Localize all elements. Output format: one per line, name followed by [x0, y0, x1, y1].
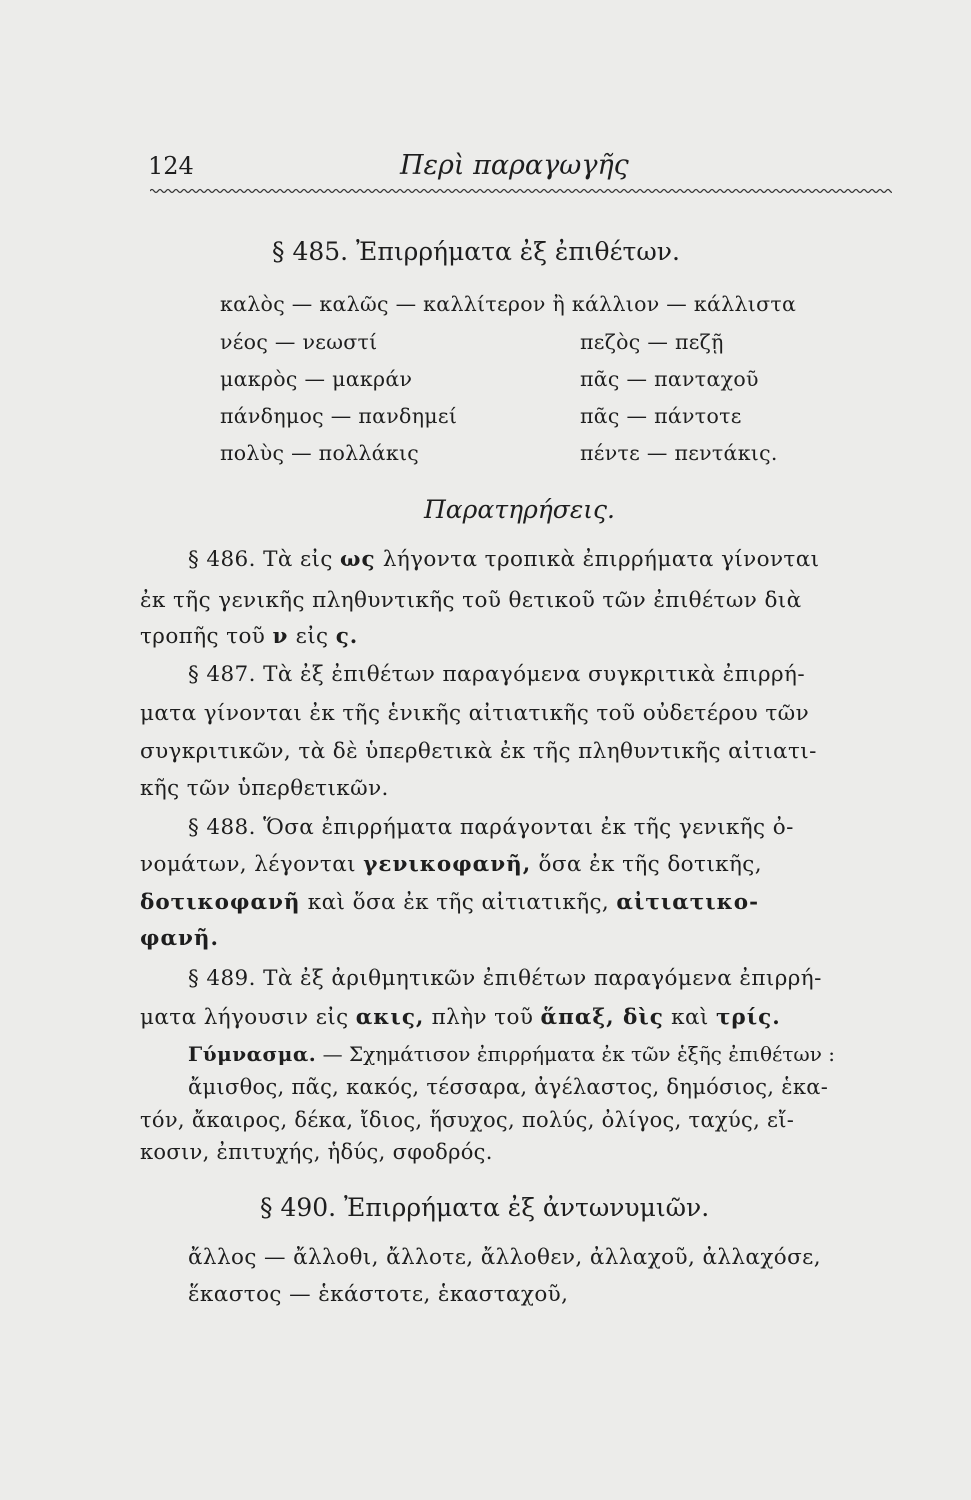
bold-term: τρίς. [715, 1005, 781, 1030]
pair-left-3: πάνδημος — πανδημεί [220, 404, 458, 428]
pair-line-kalos: καλὸς — καλῶς — καλλίτερον ἢ κάλλιον — κάλλιστα [220, 292, 797, 316]
bold-term: γενικοφανῆ, [363, 852, 532, 877]
section-490-heading: § 490. Ἐπιρρήματα ἐξ ἀντωνυμιῶν. [260, 1193, 710, 1222]
exercise-line-3: κοσιν, ἐπιτυχής, ἡδύς, σφοδρός. [140, 1140, 493, 1164]
text: πλὴν τοῦ [431, 1005, 534, 1030]
section-487-line-2: ματα γίνονται ἐκ τῆς ἑνικῆς αἰτιατικῆς τοῦ οὐδετέρου τῶν [140, 701, 810, 726]
running-title: Περὶ παραγωγῆς [400, 150, 629, 181]
page-number: 124 [148, 152, 194, 180]
section-490-line-1: ἄλλος — ἄλλοθι, ἄλλοτε, ἄλλοθεν, ἀλλαχοῦ, ἀλλαχόσε, [188, 1245, 821, 1270]
text: νομάτων, λέγονται [140, 852, 356, 877]
text: § 486. Τὰ εἰς [188, 547, 333, 572]
bold-ending: ως [340, 547, 376, 572]
bold-letter: ς. [335, 624, 359, 649]
section-490-line-2: ἕκαστος — ἑκάστοτε, ἑκασταχοῦ, [188, 1282, 569, 1307]
observations-title: Παρατηρήσεις. [424, 495, 615, 524]
exercise-heading [188, 1042, 835, 1066]
section-489-line-2 [140, 1005, 781, 1030]
pair-right-4: πέντε — πεντάκις. [580, 441, 778, 465]
section-487-line-4: κῆς τῶν ὑπερθετικῶν. [140, 776, 389, 801]
section-487-line-3: συγκριτικῶν, τὰ δὲ ὑπερθετικὰ ἐκ τῆς πληθυντικῆς αἰτιατι- [140, 739, 817, 764]
text: λήγοντα τροπικὰ ἐπιρρήματα γίνονται [382, 547, 820, 572]
pair-right-2: πᾶς — πανταχοῦ [580, 367, 759, 391]
bold-term: ἅπαξ, δὶς [540, 1005, 664, 1030]
section-489-line-1: § 489. Τὰ ἐξ ἀριθμητικῶν ἐπιθέτων παραγόμενα ἐπιρρή- [188, 966, 822, 991]
section-486-line-2: ἐκ τῆς γενικῆς πληθυντικῆς τοῦ θετικοῦ τῶν ἐπιθέτων διὰ [140, 588, 802, 613]
wavy-rule [150, 186, 892, 196]
section-488-line-2 [140, 852, 762, 877]
section-486-line-3 [140, 624, 358, 649]
section-488-line-1: § 488. Ὅσα ἐπιρρήματα παράγονται ἐκ τῆς γενικῆς ὀ- [188, 815, 794, 840]
bold-letter: ν [272, 624, 289, 649]
pair-left-1: νέος — νεωστί [220, 330, 378, 354]
text: ματα λήγουσιν εἰς [140, 1005, 349, 1030]
text: καὶ ὅσα ἐκ τῆς αἰτιατικῆς, [307, 890, 610, 915]
text: ὅσα ἐκ τῆς δοτικῆς, [538, 852, 762, 877]
pair-right-3: πᾶς — πάντοτε [580, 404, 742, 428]
bold-term: αἰτιατικο- [616, 890, 760, 915]
section-488-line-3 [140, 890, 759, 915]
section-488-line-4: φανῆ. [140, 926, 220, 951]
bold-term: ακις, [355, 1005, 425, 1030]
text: καὶ [671, 1005, 709, 1030]
section-487-line-1: § 487. Τὰ ἐξ ἐπιθέτων παραγόμενα συγκριτικὰ ἐπιρρή- [188, 662, 805, 687]
section-486-line-1 [188, 547, 819, 572]
text: τροπῆς τοῦ [140, 624, 266, 649]
text: εἰς [295, 624, 329, 649]
exercise-instruction: — Σχημάτισον ἐπιρρήματα ἐκ τῶν ἑξῆς ἐπιθέτων : [322, 1042, 835, 1066]
pair-right-1: πεζὸς — πεζῇ [580, 330, 724, 354]
pair-left-4: πολὺς — πολλάκις [220, 441, 420, 465]
bold-term: δοτικοφανῆ [140, 890, 301, 915]
section-485-heading: § 485. Ἐπιρρήματα ἐξ ἐπιθέτων. [272, 237, 680, 266]
pair-left-2: μακρὸς — μακράν [220, 367, 413, 391]
exercise-label: Γύμνασμα. [188, 1042, 317, 1066]
exercise-line-1: ἄμισθος, πᾶς, κακός, τέσσαρα, ἀγέλαστος, δημόσιος, ἑκα- [188, 1075, 829, 1099]
exercise-line-2: τόν, ἄκαιρος, δέκα, ἴδιος, ἥσυχος, πολύς, ὀλίγος, ταχύς, εἴ- [140, 1108, 795, 1132]
